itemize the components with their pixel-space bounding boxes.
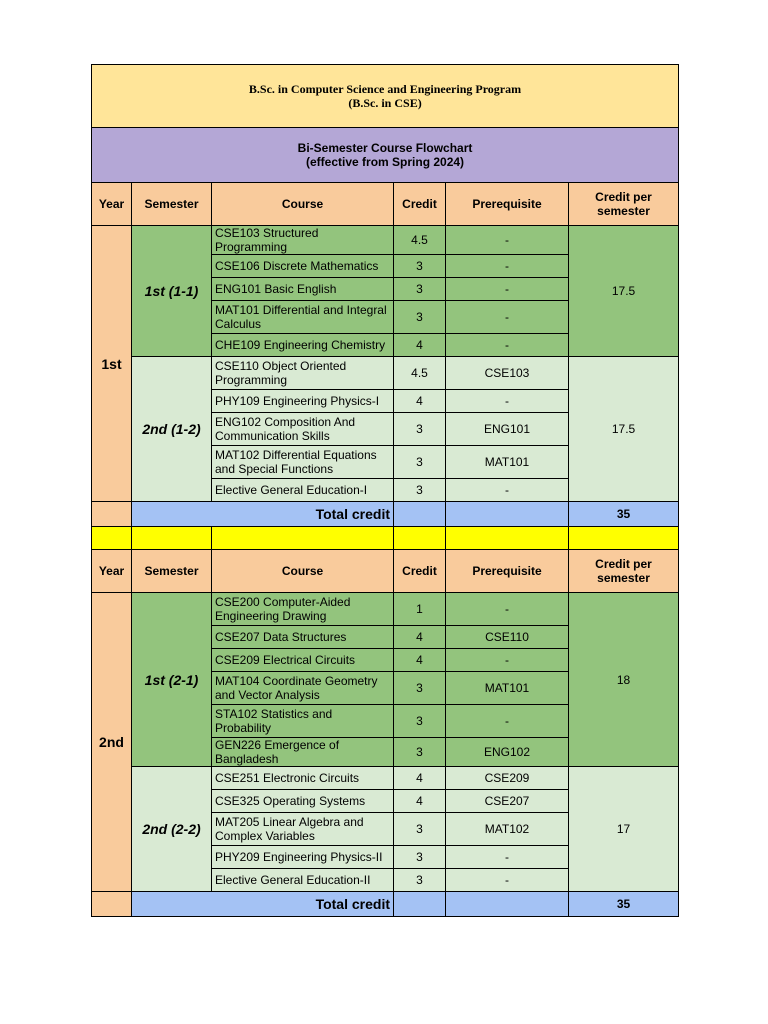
course-name: ENG101 Basic English (212, 278, 394, 301)
course-name: MAT101 Differential and Integral Calculus (212, 301, 394, 334)
title-row (92, 65, 679, 128)
course-prerequisite: - (446, 278, 569, 301)
header-year: Year (92, 550, 132, 593)
course-credit: 4.5 (394, 357, 446, 390)
header-semester: Semester (132, 183, 212, 226)
course-name: ENG102 Composition And Communication Skills (212, 413, 394, 446)
course-credit: 4 (394, 626, 446, 649)
course-name: PHY209 Engineering Physics-II (212, 846, 394, 869)
total-prereq-empty (446, 892, 569, 917)
course-prerequisite: - (446, 593, 569, 626)
year-label: 2nd (92, 593, 132, 892)
header-credit-per-semester (569, 183, 679, 226)
course-row (92, 357, 679, 390)
course-credit: 4 (394, 767, 446, 790)
year-label: 1st (92, 226, 132, 502)
course-row (92, 226, 679, 255)
header-credit-per-semester (569, 550, 679, 593)
subtitle-line2: (effective from Spring 2024) (306, 155, 465, 169)
course-prerequisite: - (446, 846, 569, 869)
semester-label: 2nd (1-2) (132, 357, 212, 502)
spacer-cell (394, 527, 446, 550)
course-name: GEN226 Emergence of Bangladesh (212, 738, 394, 767)
course-prerequisite: - (446, 390, 569, 413)
course-name: Elective General Education-II (212, 869, 394, 892)
semester-credit-total: 17.5 (569, 226, 679, 357)
header-row (92, 183, 679, 226)
total-credit-empty (394, 892, 446, 917)
course-prerequisite: CSE209 (446, 767, 569, 790)
course-credit: 3 (394, 846, 446, 869)
course-name: MAT104 Coordinate Geometry and Vector Analysis (212, 672, 394, 705)
course-credit: 3 (394, 738, 446, 767)
course-credit: 4 (394, 390, 446, 413)
course-credit: 3 (394, 672, 446, 705)
course-credit: 4 (394, 334, 446, 357)
course-credit: 4 (394, 790, 446, 813)
course-credit: 3 (394, 446, 446, 479)
spacer-cell (92, 527, 132, 550)
course-prerequisite: - (446, 479, 569, 502)
subtitle-row (92, 128, 679, 183)
course-credit: 3 (394, 278, 446, 301)
course-prerequisite: ENG101 (446, 413, 569, 446)
course-name: MAT102 Differential Equations and Special Functions (212, 446, 394, 479)
spacer-cell (132, 527, 212, 550)
header-prerequisite: Prerequisite (446, 183, 569, 226)
course-row (92, 767, 679, 790)
spacer-cell (446, 527, 569, 550)
header-credit-per-semester-line1: Credit per (595, 190, 652, 204)
header-row (92, 550, 679, 593)
course-name: Elective General Education-I (212, 479, 394, 502)
course-credit: 1 (394, 593, 446, 626)
course-name: PHY109 Engineering Physics-I (212, 390, 394, 413)
total-row (92, 502, 679, 527)
course-prerequisite: CSE207 (446, 790, 569, 813)
course-credit: 3 (394, 301, 446, 334)
program-title (92, 65, 679, 128)
course-name: STA102 Statistics and Probability (212, 705, 394, 738)
course-credit: 3 (394, 869, 446, 892)
course-prerequisite: - (446, 334, 569, 357)
header-semester: Semester (132, 550, 212, 593)
flowchart-subtitle (92, 128, 679, 183)
course-name: CSE200 Computer-Aided Engineering Drawing (212, 593, 394, 626)
course-prerequisite: MAT101 (446, 446, 569, 479)
course-name: CSE209 Electrical Circuits (212, 649, 394, 672)
subtitle-line1: Bi-Semester Course Flowchart (297, 141, 473, 155)
course-credit: 3 (394, 413, 446, 446)
course-name: CSE325 Operating Systems (212, 790, 394, 813)
spacer-cell (212, 527, 394, 550)
course-credit: 3 (394, 813, 446, 846)
course-row (92, 593, 679, 626)
course-credit: 4.5 (394, 226, 446, 255)
course-prerequisite: - (446, 301, 569, 334)
course-prerequisite: - (446, 255, 569, 278)
semester-credit-total: 17 (569, 767, 679, 892)
course-prerequisite: - (446, 226, 569, 255)
course-prerequisite: ENG102 (446, 738, 569, 767)
header-year: Year (92, 183, 132, 226)
total-prereq-empty (446, 502, 569, 527)
total-credit-label: Total credit (132, 502, 394, 527)
header-credit: Credit (394, 183, 446, 226)
semester-label: 1st (1-1) (132, 226, 212, 357)
spacer-cell (569, 527, 679, 550)
course-prerequisite: MAT102 (446, 813, 569, 846)
course-name: MAT205 Linear Algebra and Complex Variables (212, 813, 394, 846)
semester-credit-total: 17.5 (569, 357, 679, 502)
total-credit-empty (394, 502, 446, 527)
course-name: CSE110 Object Oriented Programming (212, 357, 394, 390)
course-prerequisite: MAT101 (446, 672, 569, 705)
header-credit-per-semester-line2: semester (597, 204, 650, 218)
course-prerequisite: CSE103 (446, 357, 569, 390)
course-name: CSE207 Data Structures (212, 626, 394, 649)
program-title-line2: (B.Sc. in CSE) (348, 96, 422, 110)
course-prerequisite: - (446, 705, 569, 738)
header-credit-per-semester-line1: Credit per (595, 557, 652, 571)
course-name: CSE103 Structured Programming (212, 226, 394, 255)
semester-label: 2nd (2-2) (132, 767, 212, 892)
semester-label: 1st (2-1) (132, 593, 212, 767)
header-course: Course (212, 550, 394, 593)
course-credit: 3 (394, 479, 446, 502)
header-prerequisite: Prerequisite (446, 550, 569, 593)
program-title-line1: B.Sc. in Computer Science and Engineering Program (248, 82, 522, 96)
total-credit-label: Total credit (132, 892, 394, 917)
course-name: CSE251 Electronic Circuits (212, 767, 394, 790)
course-flowchart-table (91, 64, 679, 917)
course-credit: 3 (394, 705, 446, 738)
course-prerequisite: - (446, 649, 569, 672)
spacer-row (92, 527, 679, 550)
total-row (92, 892, 679, 917)
year-cell-filler (92, 502, 132, 527)
course-credit: 3 (394, 255, 446, 278)
course-credit: 4 (394, 649, 446, 672)
header-course: Course (212, 183, 394, 226)
total-credit-value: 35 (569, 892, 679, 917)
total-credit-value: 35 (569, 502, 679, 527)
header-credit: Credit (394, 550, 446, 593)
course-prerequisite: - (446, 869, 569, 892)
year-cell-filler (92, 892, 132, 917)
course-name: CHE109 Engineering Chemistry (212, 334, 394, 357)
course-prerequisite: CSE110 (446, 626, 569, 649)
header-credit-per-semester-line2: semester (597, 571, 650, 585)
course-name: CSE106 Discrete Mathematics (212, 255, 394, 278)
semester-credit-total: 18 (569, 593, 679, 767)
